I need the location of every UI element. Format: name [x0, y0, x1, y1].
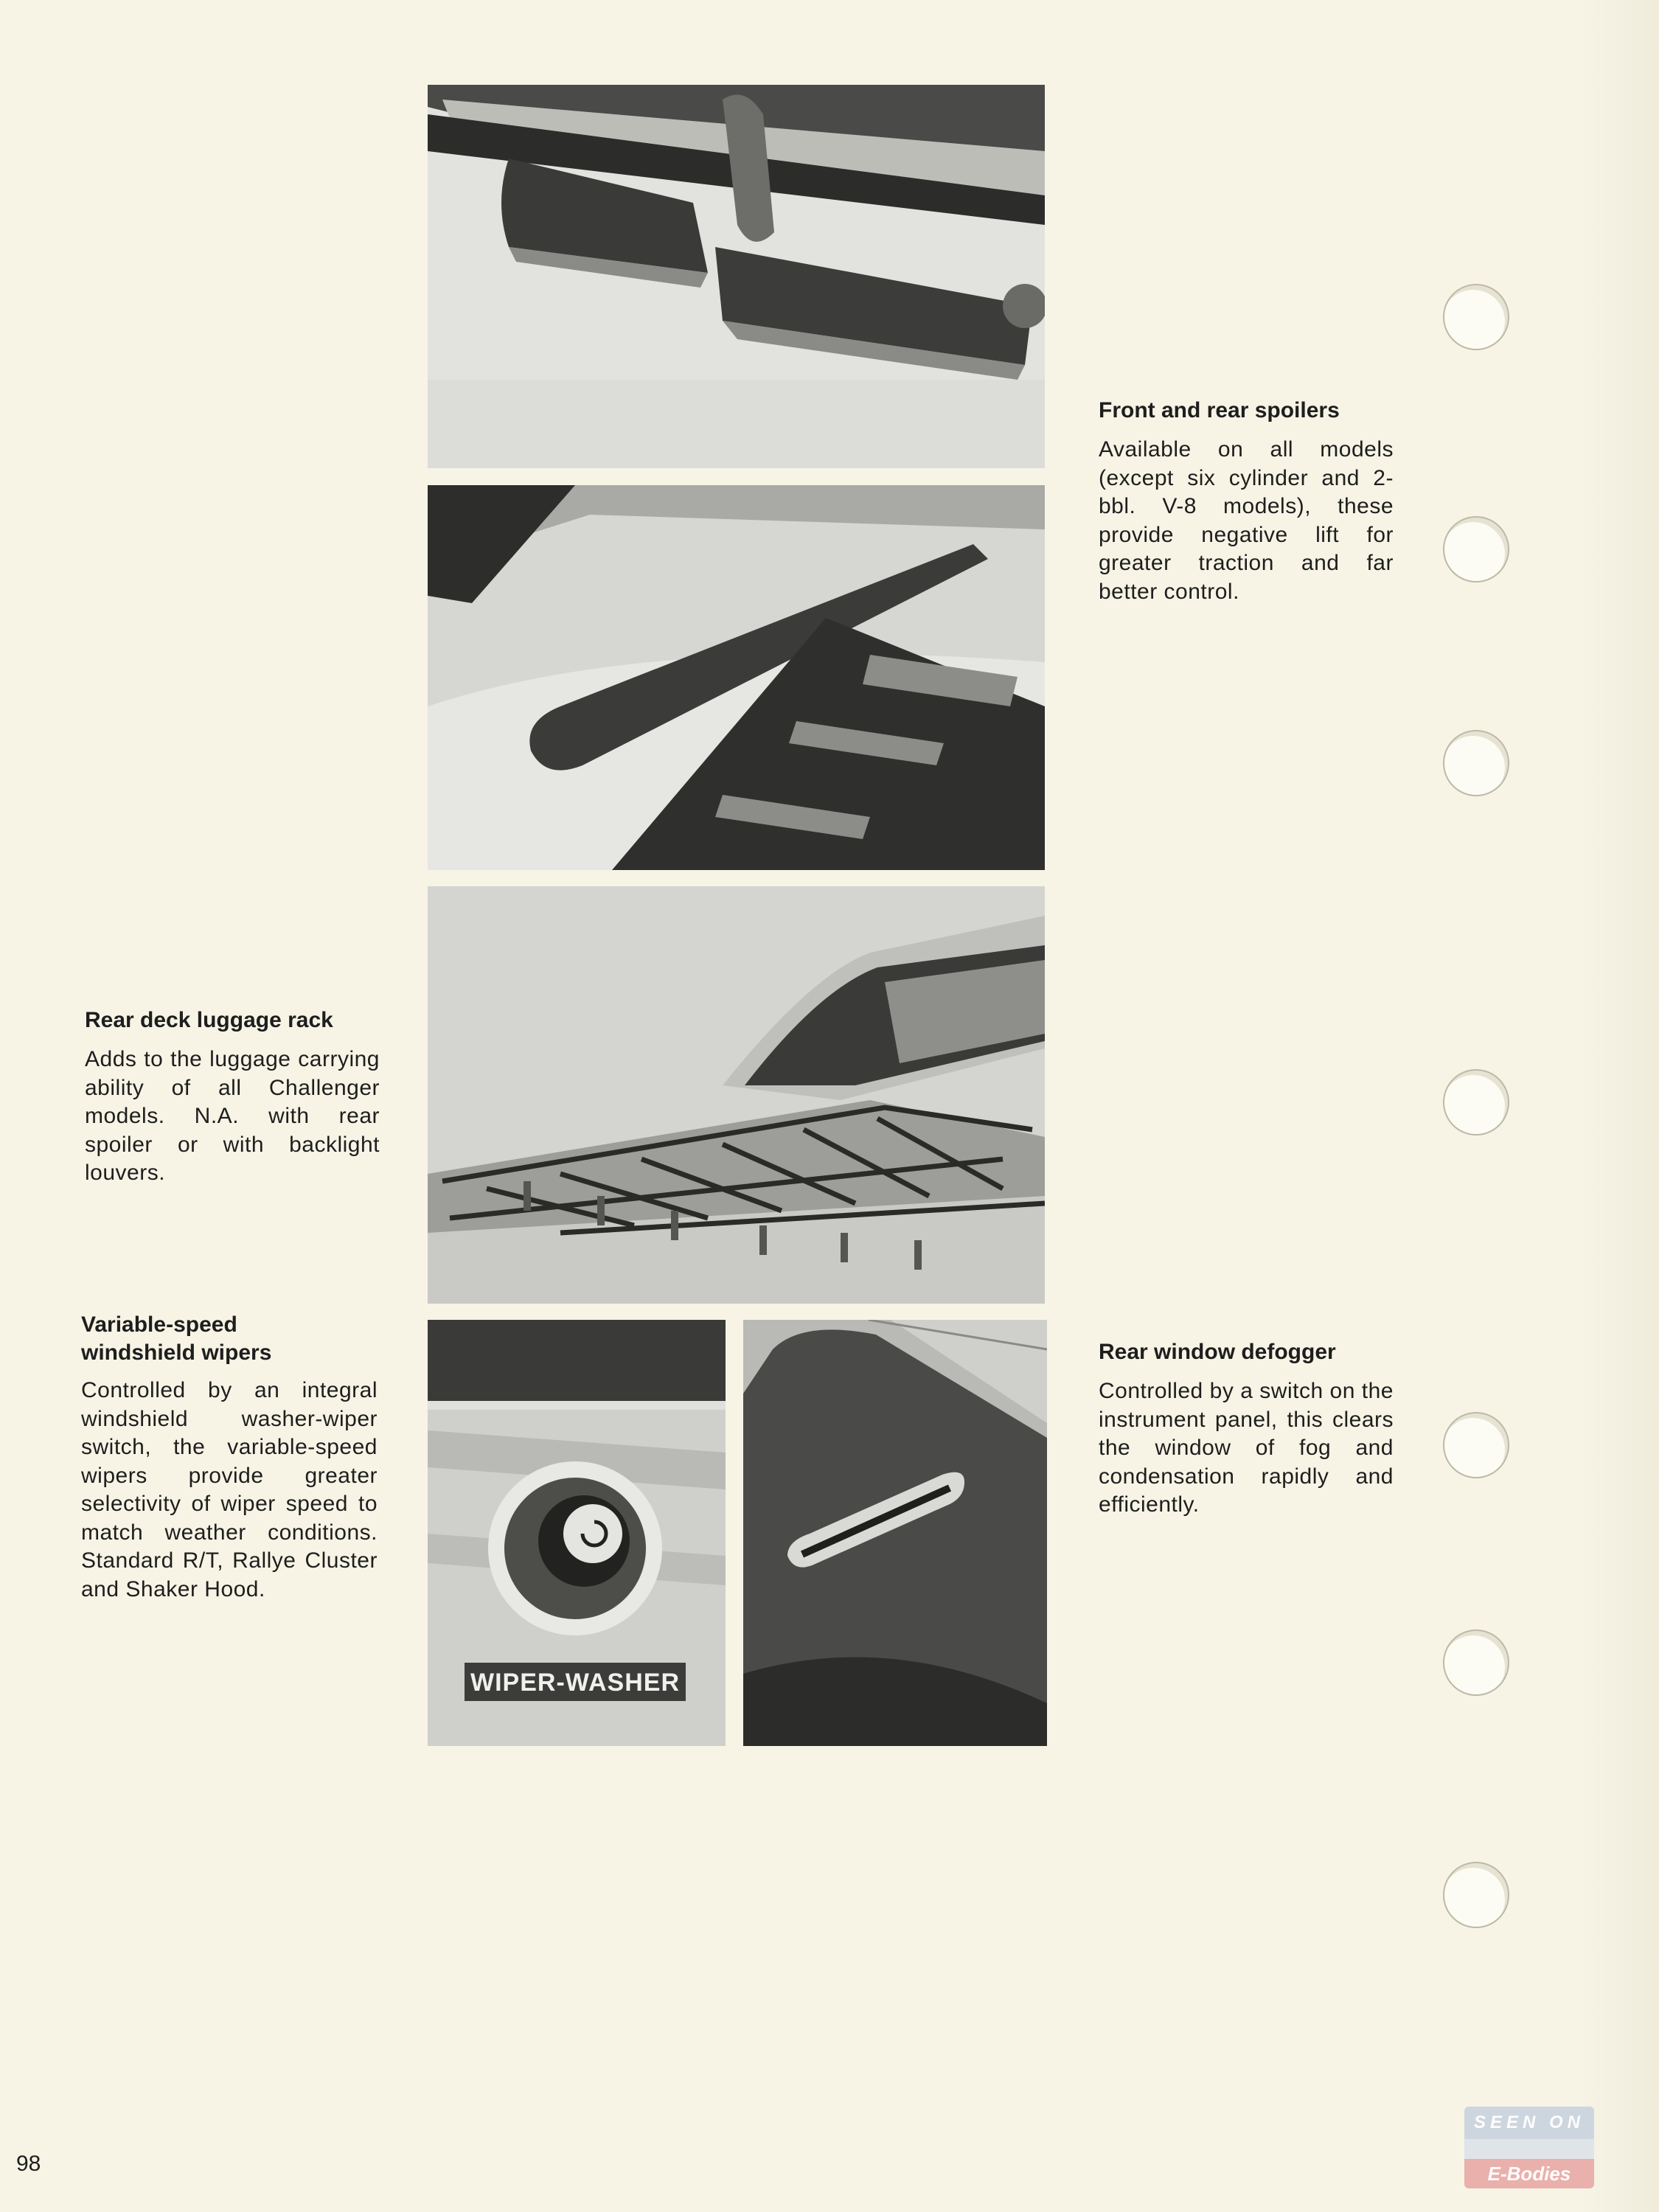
- binder-hole: [1443, 516, 1509, 582]
- front-spoiler-photo: [428, 85, 1045, 468]
- rear-spoiler-photo: [428, 485, 1045, 870]
- luggage-rack-photo: [428, 886, 1045, 1304]
- binder-hole: [1443, 1412, 1509, 1478]
- binder-hole: [1443, 284, 1509, 350]
- binder-hole: [1443, 1069, 1509, 1135]
- switch-label: WIPER-WASHER: [470, 1669, 680, 1697]
- defogger-body: Controlled by a switch on the instrument panel, this clears the window of fog and condensation rapidly and efficiently.: [1099, 1379, 1394, 1517]
- spoilers-heading: Front and rear spoilers: [1099, 398, 1340, 422]
- wipers-body: Controlled by an integral windshield washer-wiper switch, the variable-speed wipers provide greater selectivity of wiper speed to match weather conditions. Standard R/T, Rallye Cluster and Shaker Hood.: [81, 1378, 378, 1601]
- binder-hole: [1443, 1630, 1509, 1696]
- wipers-heading: Variable-speed windshield wipers: [81, 1312, 272, 1365]
- watermark-bottom-text: E-Bodies: [1464, 2159, 1594, 2188]
- binder-hole: [1443, 730, 1509, 796]
- wiper-switch-photo: [428, 1320, 726, 1746]
- spoilers-body: Available on all models (except six cylinder and 2-bbl. V-8 models), these provide negative lift for greater traction and far better control.: [1099, 437, 1394, 604]
- watermark-top-text: SEEN ON: [1464, 2107, 1594, 2139]
- seen-on-ebodies-watermark: [1464, 2107, 1594, 2188]
- page-number: 98: [16, 2152, 41, 2176]
- luggage-rack-body: Adds to the luggage carrying ability of all Challenger models. N.A. with rear spoiler or with backlight louvers.: [85, 1047, 380, 1185]
- page-edge: [1578, 0, 1659, 2212]
- defogger-photo: [743, 1320, 1047, 1746]
- defogger-heading: Rear window defogger: [1099, 1340, 1336, 1364]
- luggage-rack-heading: Rear deck luggage rack: [85, 1008, 333, 1032]
- binder-hole: [1443, 1862, 1509, 1928]
